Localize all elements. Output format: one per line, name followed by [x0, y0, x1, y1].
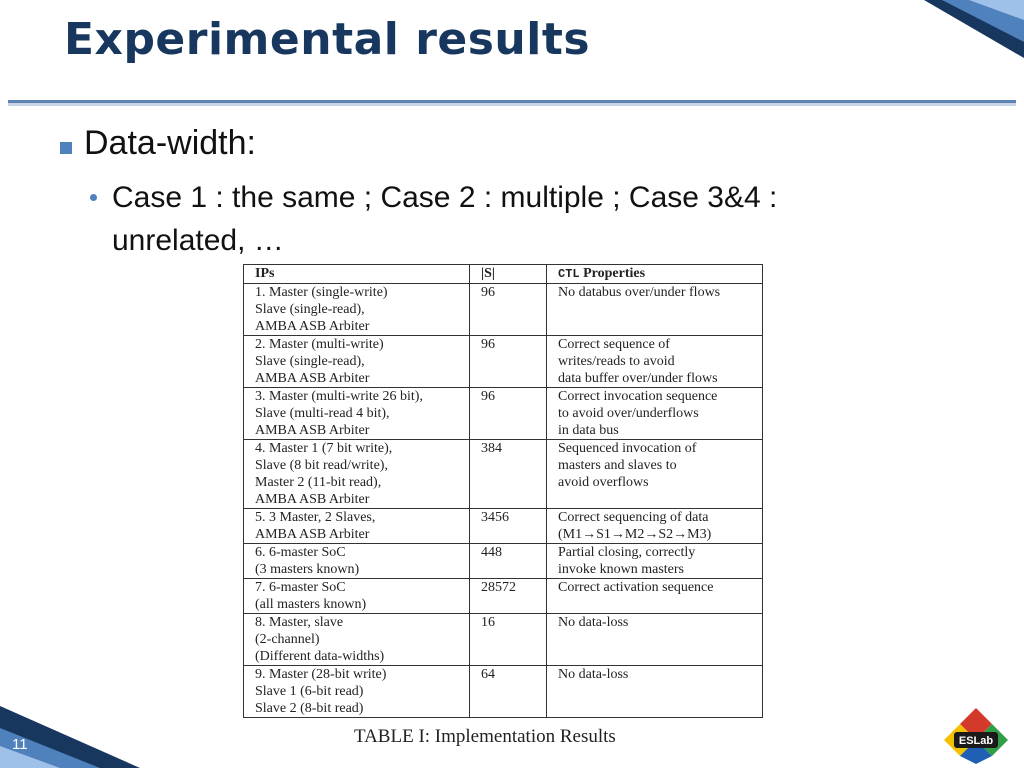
- cell-ips: 2. Master (multi-write) Slave (single-read), AMBA ASB Arbiter: [244, 336, 470, 388]
- table-row: [244, 614, 763, 666]
- cell-properties: Sequenced invocation of masters and slaves to avoid overflows: [547, 440, 763, 509]
- cell-properties: No data-loss: [547, 614, 763, 666]
- cell-states: 96: [470, 388, 547, 440]
- header-properties: Properties: [583, 266, 646, 281]
- cell-ips: 1. Master (single-write) Slave (single-read), AMBA ASB Arbiter: [244, 284, 470, 336]
- header-ctl: CTL: [558, 267, 580, 281]
- cell-states: 384: [470, 440, 547, 509]
- cell-states: 448: [470, 544, 547, 579]
- cell-ips: 4. Master 1 (7 bit write), Slave (8 bit read/write), Master 2 (11-bit read), AMBA ASB Arbiter: [244, 440, 470, 509]
- table-row: [244, 579, 763, 614]
- cell-states: 96: [470, 284, 547, 336]
- table-row: [244, 284, 763, 336]
- table-row: [244, 336, 763, 388]
- svg-text:ESLab: ESLab: [958, 735, 994, 747]
- corner-decoration-top-right: [884, 0, 1024, 58]
- table-row: [244, 388, 763, 440]
- table-row: [244, 666, 763, 718]
- header-states: |S|: [470, 265, 547, 284]
- implementation-table: [243, 264, 763, 718]
- cell-ips: 7. 6-master SoC (all masters known): [244, 579, 470, 614]
- slide-number: 11: [12, 736, 28, 753]
- table-row: [244, 509, 763, 544]
- cell-states: 64: [470, 666, 547, 718]
- square-bullet-icon: [60, 142, 72, 154]
- header-ips: IPs: [244, 265, 470, 284]
- cell-properties: No data-loss: [547, 666, 763, 718]
- table-row: [244, 440, 763, 509]
- dot-bullet-icon: [90, 194, 97, 201]
- cell-ips: 9. Master (28-bit write) Slave 1 (6-bit read) Slave 2 (8-bit read): [244, 666, 470, 718]
- cell-ips: 3. Master (multi-write 26 bit), Slave (multi-read 4 bit), AMBA ASB Arbiter: [244, 388, 470, 440]
- cell-states: 3456: [470, 509, 547, 544]
- table-header-row: [244, 265, 763, 284]
- page-title: Experimental results: [64, 14, 591, 65]
- eslab-logo: [940, 706, 1012, 764]
- cell-properties: Correct invocation sequence to avoid over/underflows in data bus: [547, 388, 763, 440]
- bullet-text: Data-width:: [84, 124, 256, 162]
- cell-ips: 5. 3 Master, 2 Slaves, AMBA ASB Arbiter: [244, 509, 470, 544]
- table-caption: TABLE I: Implementation Results: [354, 726, 616, 747]
- cell-states: 96: [470, 336, 547, 388]
- cell-properties: Partial closing, correctly invoke known masters: [547, 544, 763, 579]
- cell-ips: 6. 6-master SoC (3 masters known): [244, 544, 470, 579]
- cell-properties: No databus over/under flows: [547, 284, 763, 336]
- implementation-table-image: [243, 264, 763, 718]
- title-divider: [8, 100, 1016, 103]
- header-ctl-properties: [547, 265, 763, 284]
- cell-states: 16: [470, 614, 547, 666]
- table-row: [244, 544, 763, 579]
- cell-ips: 8. Master, slave (2-channel) (Different data-widths): [244, 614, 470, 666]
- cell-properties: Correct activation sequence: [547, 579, 763, 614]
- cell-states: 28572: [470, 579, 547, 614]
- sub-bullet-text: Case 1 : the same ; Case 2 : multiple ; Case 3&4 : unrelated, …: [112, 181, 778, 257]
- cell-properties: Correct sequence of writes/reads to avoid data buffer over/under flows: [547, 336, 763, 388]
- cell-properties: Correct sequencing of data (M1→S1→M2→S2→M3): [547, 509, 763, 544]
